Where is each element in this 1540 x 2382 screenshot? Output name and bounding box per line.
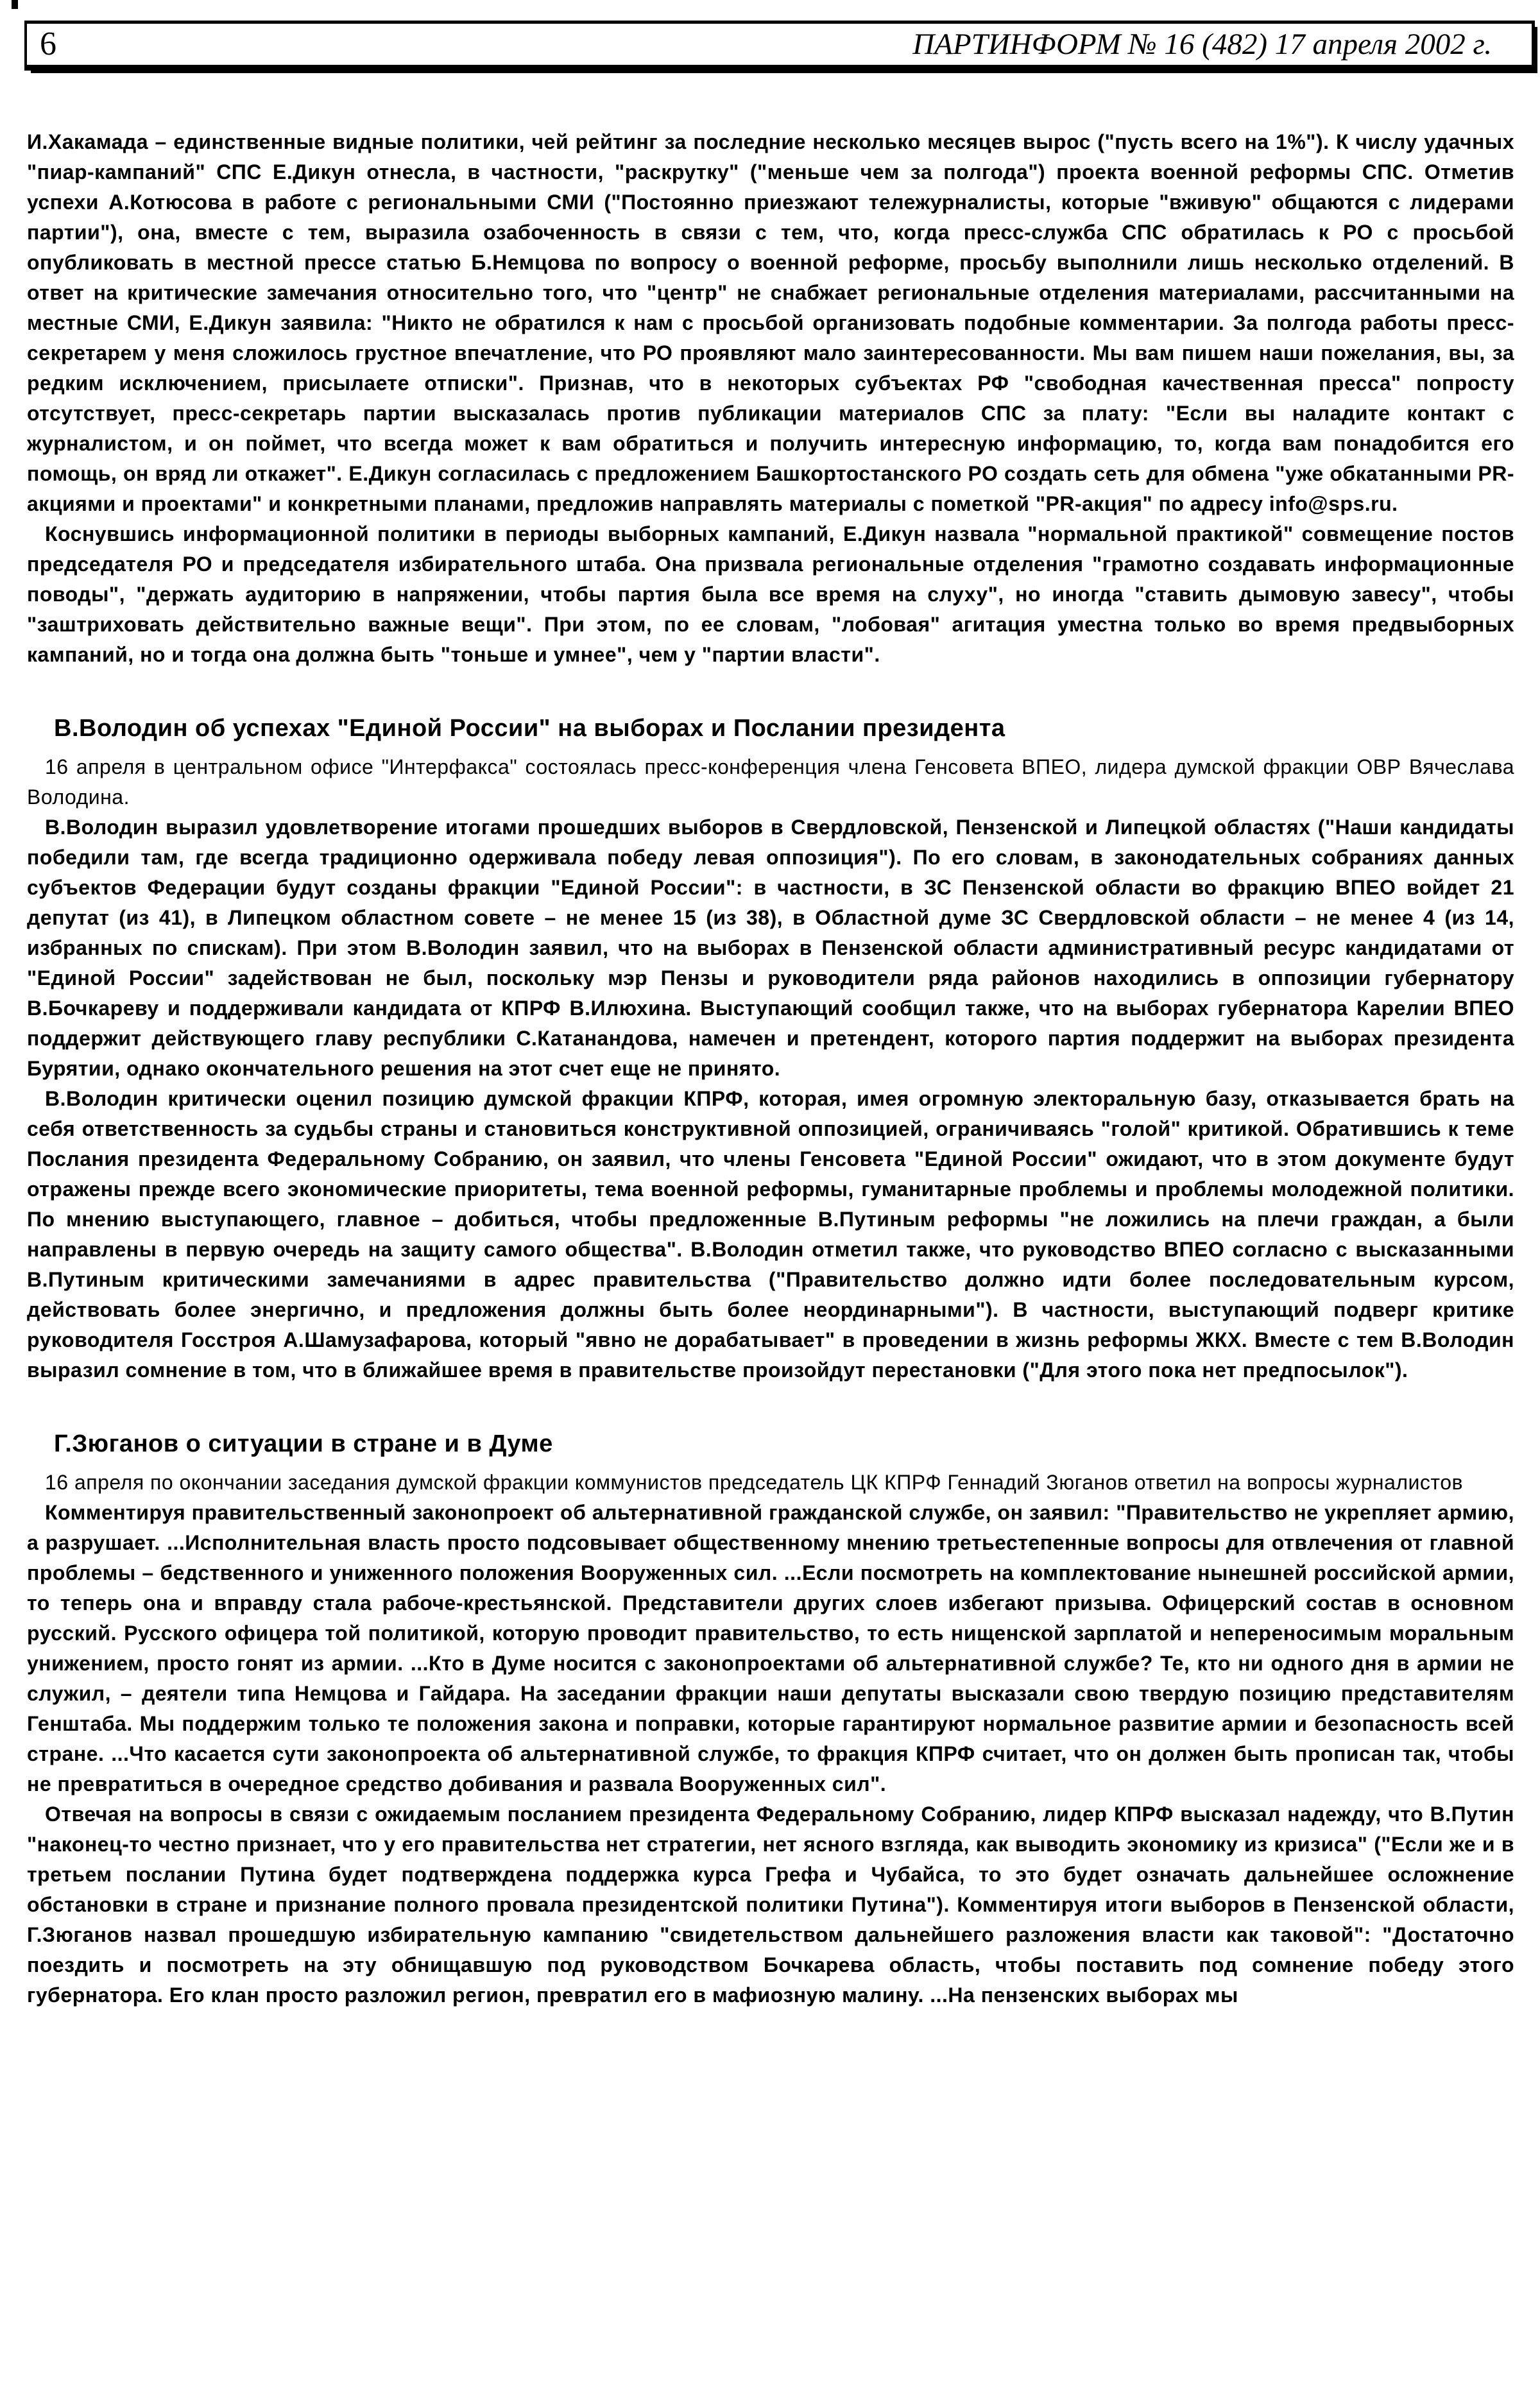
continued-paragraph-khakamada: И.Хакамада – единственные видные политики, чей рейтинг за последние несколько месяцев вырос ("пусть всего на 1%"). К числу удачных "пиар-кампаний" СПС Е.Дикун отнесла, в частности, "раскрутку" ("меньше чем за полгода") проекта военной реформы СПС. Отметив успехи А.Котюсова в работе с региональными СМИ ("Постоянно приезжают тележурналисты, которые "вживую" общаются с лидерами партии"), она, вместе с тем, выразила озабоченность в связи с тем, что, когда пресс-служба СПС обратилась к РО с просьбой опубликовать в местной прессе статью Б.Немцова по вопросу о военной реформе, просьбу выполнили лишь несколько отделений. В ответ на критические замечания относительно того, что "центр" не снабжает региональные отделения материалами, рассчитанными на местные СМИ, Е.Дикун заявила: "Никто не обратился к нам с просьбой организовать подобные комментарии. За полгода работы пресс-секретарем у меня сложилось грустное впечатление, что РО проявляют мало заинтересованности. Мы вам пишем наши пожелания, вы, за редким исключением, присылаете отписки". Признав, что в некоторых субъектах РФ "свободная качественная пресса" попросту отсутствует, пресс-секретарь партии высказалась против публикации материалов СПС за плату: "Если вы наладите контакт с журналистом, и он поймет, что всегда может к вам обратиться и получить интересную информацию, то, когда вам понадобится его помощь, он вряд ли откажет". Е.Дикун согласилась с предложением Башкортостанского РО создать сеть для обмена "уже обкатанными PR-акциями и проектами" и конкретными планами, предложив направлять материалы с пометкой "PR-акция" по адресу info@sps.ru. — [27, 130, 1514, 515]
lead-paragraph-volodin: 16 апреля в центральном офисе "Интерфакса" состоялась пресс-конференция члена Генсовета ВПЕО, лидера думской фракции ОВР Вячеслава Володина. — [27, 755, 1514, 809]
lead-paragraph-zyuganov: 16 апреля по окончании заседания думской фракции коммунистов председатель ЦК КПРФ Геннадий Зюганов ответил на вопросы журналистов — [45, 1471, 1464, 1494]
masthead-title: ПАРТИНФОРМ № 16 (482) 17 апреля 2002 г. — [912, 27, 1492, 61]
paragraph-zyuganov-army-law: Комментируя правительственный законопроект об альтернативной гражданской службе, он заявил: "Правительство не укрепляет армию, а разрушает. ...Исполнительная власть просто подсовывает общественному мнению третьестепенные вопросы для отвлечения от главной проблемы – бедственного и униженного положения Вооруженных сил. ...Если посмотреть на комплектование нынешней российской армии, то теперь она и вправду стала рабоче-крестьянской. Представители других слоев избегают призыва. Офицерский состав в основном русский. Русского офицера той политикой, которую проводит правительство, то есть нищенской зарплатой и непереносимым моральным унижением, просто гонят из армии. ...Кто в Думе носится с законопроектами об альтернативной службе? Те, кто ни одного дня в армии не служил, – деятели типа Немцова и Гайдара. На заседании фракции наши депутаты высказали свою твердую позицию представителям Генштаба. Мы поддержим только те положения закона и поправки, которые гарантируют нормальное развитие армии и безопасность всей стране. ...Что касается сути законопроекта об альтернативной службе, то фракция КПРФ считает, что он должен быть прописан так, чтобы не превратиться в очередное средство добивания и развала Вооруженных сил". — [27, 1501, 1514, 1795]
paragraph-zyuganov-address-penza: Отвечая на вопросы в связи с ожидаемым посланием президента Федеральному Собранию, лидер КПРФ высказал надежду, что В.Путин "наконец-то честно признает, что у его правительства нет стратегии, нет ясного взгляда, как выводить экономику из кризиса" ("Если же и в третьем послании Путина будет подтверждена поддержка курса Грефа и Чубайса, то это будет означать дальнейшее осложнение обстановки в стране и признание полного провала президентской политики Путина"). Комментируя итоги выборов в Пензенской области, Г.Зюганов назвал прошедшую избирательную кампанию "свидетельством дальнейшего разложения власти как таковой": "Достаточно поездить и посмотреть на эту обнищавшую под руководством Бочкарева область, чтобы поставить под сомнение победу этого губернатора. Его клан просто разложил регион, превратил его в мафиозную малину. ...На пензенских выборах мы — [27, 1803, 1514, 2007]
paragraph-dikun-campaign-policy: Коснувшись информационной политики в периоды выборных кампаний, Е.Дикун назвала "нормальной практикой" совмещение постов председателя РО и председателя избирательного штаба. Она призвала региональные отделения "грамотно создавать информационные поводы", "держать аудиторию в напряжении, чтобы партия была все время на слуху", но иногда "ставить дымовую завесу", чтобы "заштриховать действительно важные вещи". При этом, по ее словам, "лобовая" агитация уместна только во время предвыборных кампаний, но и тогда она должна быть "тоньше и умнее", чем у "партии власти". — [27, 522, 1514, 666]
paragraph-volodin-kprf-critique: В.Володин критически оценил позицию думской фракции КПРФ, которая, имея огромную электоральную базу, отказывается брать на себя ответственность за судьбы страны и становиться конструктивной оппозицией, ограничиваясь "голой" критикой. Обратившись к теме Послания президента Федеральному Собранию, он заявил, что члены Генсовета "Единой России" ожидают, что в этом документе будут отражены прежде всего экономические приоритеты, тема военной реформы, гуманитарные проблемы и проблемы молодежной политики. По мнению выступающего, главное – добиться, чтобы предложенные В.Путиным реформы "не ложились на плечи граждан, а были направлены в первую очередь на защиту самого общества". В.Володин отметил также, что руководство ВПЕО согласно с высказанными В.Путиным критическими замечаниями в адрес правительства ("Правительство должно идти более последовательным курсом, действовать более энергично, и предложения должны быть более неординарными"). В частности, выступающий подверг критике руководителя Госстроя А.Шамузафарова, который "явно не дорабатывает" в проведении в жизнь реформы ЖКХ. Вместе с тем В.Володин выразил сомнение в том, что в ближайшее время в правительстве произойдут перестановки ("Для этого пока нет предпосылок"). — [27, 1087, 1514, 1382]
scan-artifact-mark — [12, 0, 18, 9]
page-number: 6 — [40, 26, 56, 62]
article-content — [27, 127, 1514, 2010]
paragraph-volodin-elections: В.Володин выразил удовлетворение итогами прошедших выборов в Свердловской, Пензенской и Липецкой областях ("Наши кандидаты победили там, где всегда традиционно одерживала победу левая оппозиция"). По его словам, в законодательных собраниях данных субъектов Федерации будут созданы фракции "Единой России": в частности, в ЗС Пензенской области во фракцию ВПЕО войдет 21 депутат (из 41), в Липецком областном совете – не менее 15 (из 38), в Областной думе ЗС Свердловской области – не менее 4 (из 14, избранных по спискам). При этом В.Володин заявил, что на выборах в Пензенской области административный ресурс кандидатами от "Единой России" задействован не был, поскольку мэр Пензы и руководители ряда районов находились в оппозиции губернатору В.Бочкареву и поддерживали кандидата от КПРФ В.Илюхина. Выступающий сообщил также, что на выборах губернатора Карелии ВПЕО поддержит действующего главу республики С.Катанандова, намечен и претендент, которого партия поддержит на выборах президента Бурятии, однако окончательного решения на этот счет еще не принято. — [27, 816, 1514, 1080]
page-header — [24, 21, 1535, 71]
article-heading-volodin: В.Володин об успехах "Единой России" на выборах и Послании президента — [54, 715, 1005, 742]
article-heading-zyuganov: Г.Зюганов о ситуации в стране и в Думе — [54, 1430, 553, 1457]
